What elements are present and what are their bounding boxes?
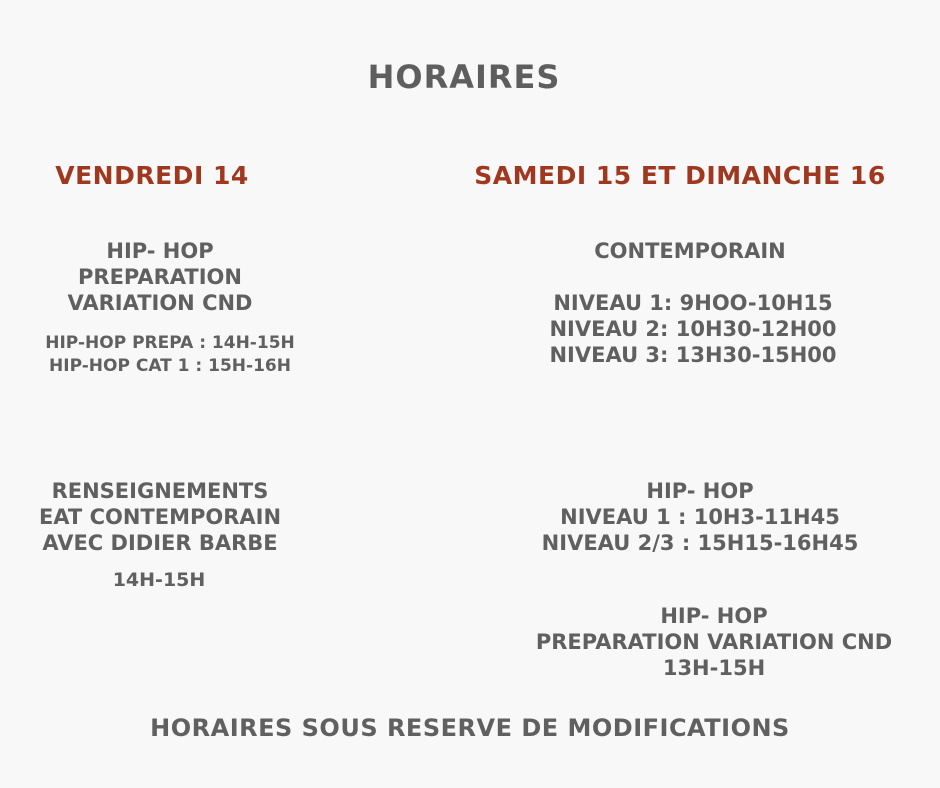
contemporain-level-3: NIVEAU 3: 13H30-15H00	[549, 343, 837, 367]
weekend-hiphop-block	[542, 478, 859, 556]
friday-info-block	[39, 478, 281, 556]
weekend-hiphop-prep-time: 13H-15H	[662, 656, 766, 680]
weekend-heading: SAMEDI 15 ET DIMANCHE 16	[474, 161, 886, 190]
page-title: HORAIRES	[367, 58, 561, 96]
friday-info-line-3: AVEC DIDIER BARBE	[42, 531, 278, 555]
weekend-hiphop-title: HIP- HOP	[646, 479, 754, 503]
friday-info-line-1: RENSEIGNEMENTS	[51, 479, 269, 503]
weekend-hiphop-level-2: NIVEAU 2/3 : 15H15-16H45	[541, 531, 859, 555]
contemporain-level-1: NIVEAU 1: 9HOO-10H15	[553, 291, 833, 315]
contemporain-level-2: NIVEAU 2: 10H30-12H00	[549, 317, 837, 341]
contemporain-title: CONTEMPORAIN	[594, 239, 786, 263]
weekend-hiphop-prep-title: HIP- HOP	[660, 604, 768, 628]
friday-hiphop-block	[68, 238, 253, 316]
friday-hiphop-line-2: PREPARATION	[78, 265, 242, 289]
friday-info-line-2: EAT CONTEMPORAIN	[38, 505, 282, 529]
contemporain-levels	[549, 290, 836, 368]
weekend-hiphop-prep-subtitle: PREPARATION VARIATION CND	[535, 630, 893, 654]
friday-hiphop-line-1: HIP- HOP	[106, 239, 214, 263]
friday-heading: VENDREDI 14	[55, 161, 249, 190]
friday-hiphop-time-1: HIP-HOP PREPA : 14H-15H	[45, 333, 295, 353]
weekend-hiphop-prep-block	[536, 603, 892, 681]
friday-hiphop-times	[45, 332, 295, 378]
friday-hiphop-line-3: VARIATION CND	[67, 291, 253, 315]
friday-hiphop-time-2: HIP-HOP CAT 1 : 15H-16H	[49, 356, 291, 376]
friday-info-time: 14H-15H	[112, 569, 206, 591]
footer-disclaimer: HORAIRES SOUS RESERVE DE MODIFICATIONS	[150, 714, 790, 742]
weekend-hiphop-level-1: NIVEAU 1 : 10H3-11H45	[560, 505, 840, 529]
